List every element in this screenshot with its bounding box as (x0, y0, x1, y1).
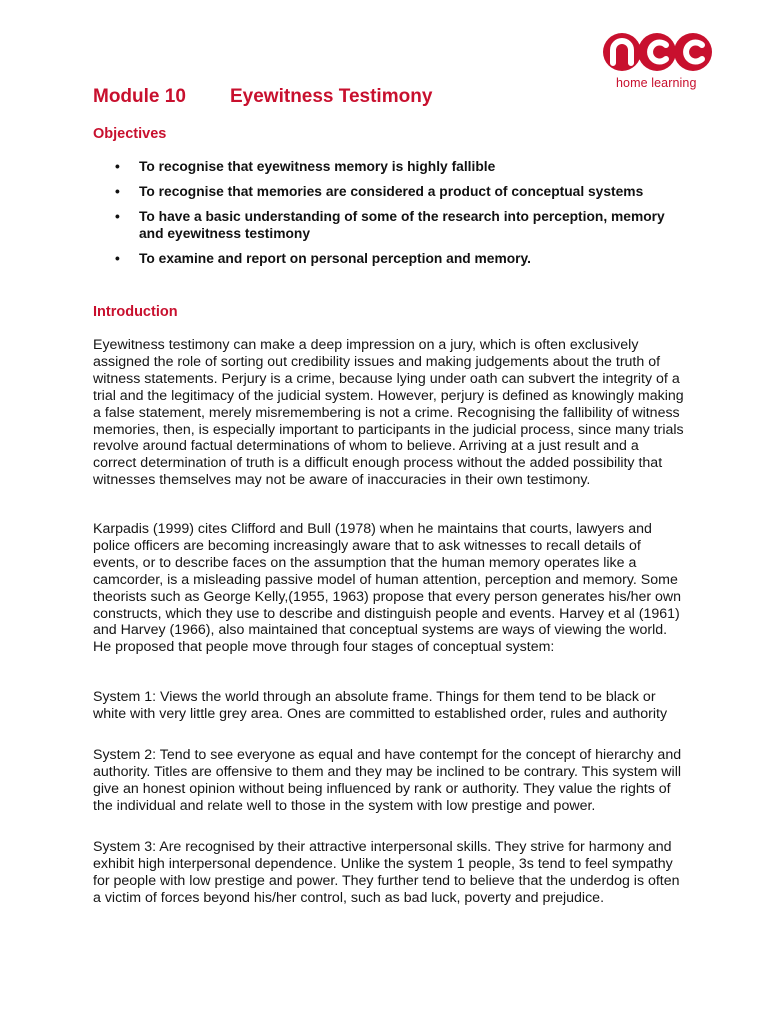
system-3-paragraph: System 3: Are recognised by their attractive interpersonal skills. They strive for harmony and exhibit high interpersonal dependence. Unlike the system 1 people, 3s tend to feel sympathy for people with low prestige and power. They further tend to believe that the underdog is often a victim of forces beyond his/her control, such as bad luck, poverty and prejudice. (93, 839, 680, 906)
list-item: • To have a basic understanding of some of the research into perception, memory and eyewitness testimony (115, 209, 665, 241)
bullet-icon: • (115, 209, 120, 224)
list-item: • To examine and report on personal perception and memory. (115, 251, 532, 266)
system-1-paragraph: System 1: Views the world through an absolute frame. Things for them tend to be black or white with very little grey area. Ones are committed to established order, rules and authority (93, 689, 668, 722)
introduction-heading: Introduction (93, 304, 178, 320)
system-2-paragraph: System 2: Tend to see everyone as equal and have contempt for the concept of hierarchy and authority. Titles are offensive to them and they may be inclined to be contrary. This system will give an honest opinion without being influenced by rank or authority. They value the rights of the individual and relate well to those in the system with low prestige and power. (93, 747, 682, 814)
list-item: • To recognise that memories are considered a product of conceptual systems (115, 184, 644, 199)
intro-paragraph-2: Karpadis (1999) cites Clifford and Bull (1978) when he maintains that courts, lawyers and police officers are becoming increasingly aware that to ask witnesses to recall details of events, or to describe faces on the assumption that the human memory operates like a camcorder, is a misleading passive model of human attention, perception and memory. Some theorists such as George Kelly,(1955, 1963) propose that every person generates his/her own constructs, which they use to describe and distinguish people and events. Harvey et al (1961) and Harvey (1966), also maintained that conceptual systems are ways of viewing the world. He proposed that people move through four stages of conceptual system: (93, 521, 682, 656)
page-title (93, 86, 432, 108)
module-number: Module 10 (93, 86, 186, 107)
module-title: Eyewitness Testimony (230, 86, 433, 107)
list-item: • To recognise that eyewitness memory is highly fallible (115, 159, 496, 174)
bullet-icon: • (115, 159, 120, 174)
bullet-icon: • (115, 251, 120, 266)
objectives-heading: Objectives (93, 126, 167, 142)
logo-tagline: home learning (616, 76, 697, 90)
bullet-icon: • (115, 184, 120, 199)
intro-paragraph-1: Eyewitness testimony can make a deep impression on a jury, which is often exclusively assigned the role of sorting out credibility issues and making judgements about the truth of witness statements. Perjury is a crime, because lying under oath can subvert the integrity of a trial and the legitimacy of the judicial system. However, perjury is defined as knowingly making a false statement, merely misremembering is not a crime. Recognising the fallibility of witness memories, then, is especially important to participants in the judicial process, since many trials revolve around factual determinations of whom to believe. Arriving at a just result and a correct determination of truth is a difficult enough process without the added possibility that witnesses themselves may not be aware of inaccuracies in their own testimony. (93, 337, 684, 489)
objectives-list (93, 158, 683, 275)
